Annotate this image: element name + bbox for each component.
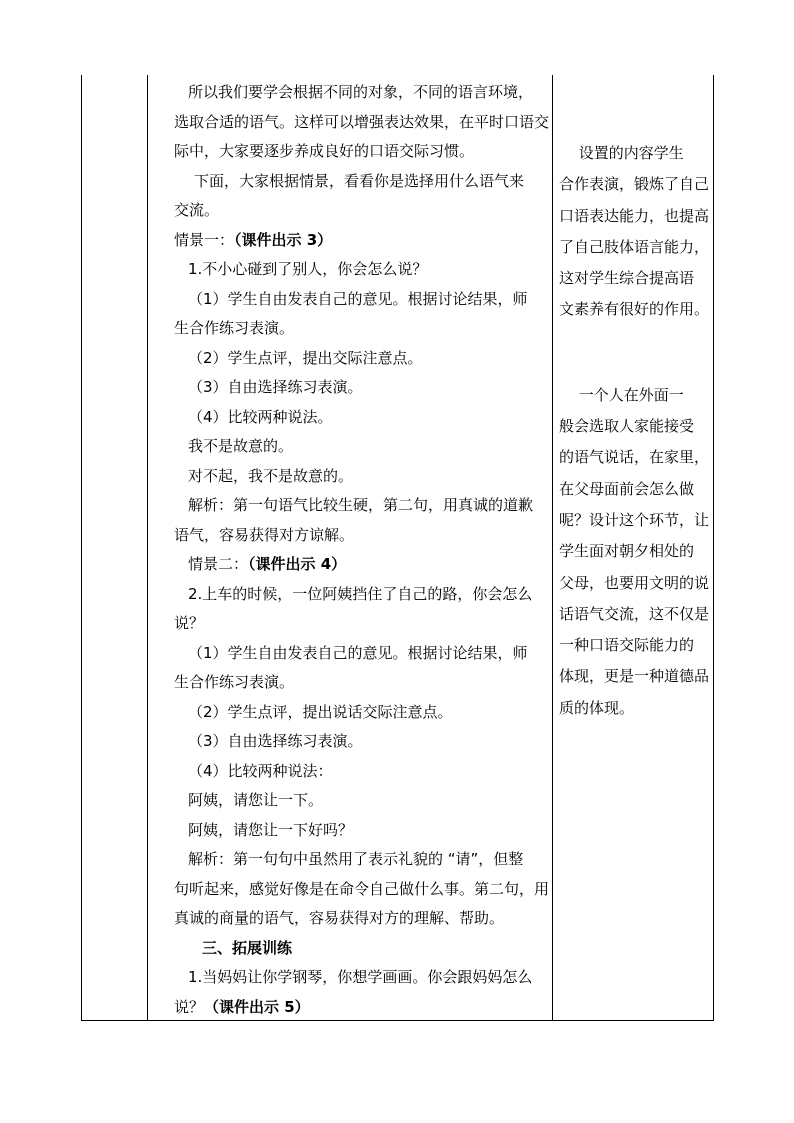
- body-line-text: 解析：第一句语气比较生硬，第二句，用真诚的道歉: [188, 496, 534, 514]
- body-line-text: （1）学生自由发表自己的意见。根据讨论结果，师: [188, 643, 528, 662]
- note-line: 口语表达能力，也提高: [559, 206, 710, 225]
- body-line: [148, 904, 552, 934]
- body-line-text: 2.上车的时候，一位阿姨挡住了自己的路，你会怎么: [188, 584, 533, 603]
- note-line: 合作表演，锻炼了自己: [559, 175, 710, 194]
- body-line-text: 说？: [174, 614, 205, 632]
- note-line: 文素养有很好的作用。: [559, 300, 710, 319]
- body-line-text: 际中，大家要逐步养成良好的口语交际习惯。: [174, 142, 475, 160]
- body-line-text: （3）自由选择练习表演。: [188, 732, 363, 750]
- note-line: 般会选取人家能接受: [559, 417, 695, 436]
- body-line: [148, 344, 552, 374]
- body-line: [148, 786, 552, 816]
- body-line: [148, 167, 552, 197]
- body-line: [148, 550, 552, 580]
- body-line: [148, 639, 552, 669]
- note-line: 质的体现。: [559, 698, 635, 717]
- body-line-text: 交流。: [174, 201, 220, 219]
- body-line-text: 对不起，我不是故意的。: [188, 466, 354, 485]
- note-line: 了自己肢体语言能力，: [559, 237, 710, 256]
- teaching-process-column: [148, 78, 552, 1022]
- body-line: [148, 137, 552, 167]
- note-line: 体现，更是一种道德品: [559, 667, 710, 686]
- body-line-text: 真诚的商量的语气，容易获得对方的理解、帮助。: [174, 909, 505, 927]
- note-line: 这对学生综合提高语: [559, 269, 695, 288]
- body-line: [148, 963, 552, 993]
- body-line-text: 情景一：: [174, 230, 235, 249]
- note-line: 呢？设计这个环节，让: [559, 510, 710, 529]
- note-line: 父母，也要用文明的说: [559, 573, 710, 592]
- body-line-text: （2）学生点评，提出说话交际注意点。: [188, 702, 453, 721]
- body-line-text: 选取合适的语气。这样可以增强表达效果，在平时口语交: [174, 112, 550, 131]
- body-line: [148, 580, 552, 610]
- body-line: [148, 285, 552, 315]
- body-line-text: 所以我们要学会根据不同的对象，不同的语言环境，: [188, 83, 534, 101]
- body-line-text: （4）比较两种说法：: [188, 761, 333, 780]
- body-line-text: 1.不小心碰到了别人，你会怎么说？: [188, 260, 428, 278]
- body-line-text: （1）学生自由发表自己的意见。根据讨论结果，师: [188, 289, 528, 308]
- body-line-text: 情景二：: [188, 555, 249, 573]
- body-line-bold-text: 三、拓展训练: [202, 938, 293, 957]
- body-line: [148, 521, 552, 551]
- body-line-text: 句听起来，感觉好像是在命令自己做什么事。第二句，用: [174, 879, 550, 898]
- note-line: 一种口语交际能力的: [559, 636, 695, 655]
- design-intent-column: [559, 138, 713, 724]
- body-line: [148, 757, 552, 787]
- body-line-text: 下面，大家根据情景，看看你是选择用什么语气来: [194, 171, 525, 190]
- body-line: [148, 875, 552, 905]
- note-gap: [559, 326, 713, 380]
- body-line: [148, 934, 552, 964]
- body-line-text: 我不是故意的。: [188, 437, 294, 455]
- body-line-text: 生合作练习表演。: [174, 673, 295, 691]
- body-line-text: （4）比较两种说法。: [188, 407, 333, 426]
- body-line-text: 语气，容易获得对方谅解。: [174, 525, 355, 544]
- body-line: [148, 816, 552, 846]
- column-divider-2: [552, 75, 553, 1021]
- body-line: [148, 196, 552, 226]
- body-line-text: 阿姨，请您让一下好吗？: [188, 820, 354, 839]
- body-line: [148, 373, 552, 403]
- body-line-text: 说？: [174, 997, 205, 1016]
- note-line: 一个人在外面一: [559, 385, 684, 404]
- note-line: 的语气说话，在家里，: [559, 448, 710, 467]
- body-line: [148, 727, 552, 757]
- body-line: [148, 255, 552, 285]
- body-line: [148, 403, 552, 433]
- note-line: 学生面对朝夕相处的: [559, 542, 695, 561]
- body-line-text: 1.当妈妈让你学钢琴，你想学画画。你会跟妈妈怎么: [188, 968, 533, 986]
- body-line-text: 生合作练习表演。: [174, 319, 295, 337]
- body-line-bold-text: （课件出示 4）: [248, 555, 347, 573]
- body-line: [148, 993, 552, 1023]
- body-line-bold-text: （课件出示 3）: [234, 230, 333, 249]
- body-line: [148, 314, 552, 344]
- design-note-2: [559, 380, 713, 724]
- body-line-bold-text: （课件出示 5）: [204, 997, 310, 1016]
- body-line-text: （3）自由选择练习表演。: [188, 378, 363, 396]
- note-line: 设置的内容学生: [559, 144, 684, 162]
- note-line: 在父母面前会怎么做: [559, 479, 695, 498]
- body-line: [148, 108, 552, 138]
- table-left-border: [81, 75, 82, 1021]
- note-line: 话语气交流，这不仅是: [559, 604, 710, 623]
- body-line-text: （2）学生点评，提出交际注意点。: [188, 348, 423, 367]
- body-line-text: 解析：第一句句中虽然用了表示礼貌的 “请”，但整: [188, 850, 524, 868]
- body-line: [148, 491, 552, 521]
- body-line: [148, 432, 552, 462]
- body-line: [148, 845, 552, 875]
- body-line: [148, 668, 552, 698]
- body-line: [148, 78, 552, 108]
- design-note-1: [559, 138, 713, 326]
- body-line-text: 阿姨，请您让一下。: [188, 791, 324, 809]
- body-line: [148, 698, 552, 728]
- body-line: [148, 609, 552, 639]
- table-right-border: [713, 75, 714, 1021]
- body-line: [148, 462, 552, 492]
- body-line: [148, 226, 552, 256]
